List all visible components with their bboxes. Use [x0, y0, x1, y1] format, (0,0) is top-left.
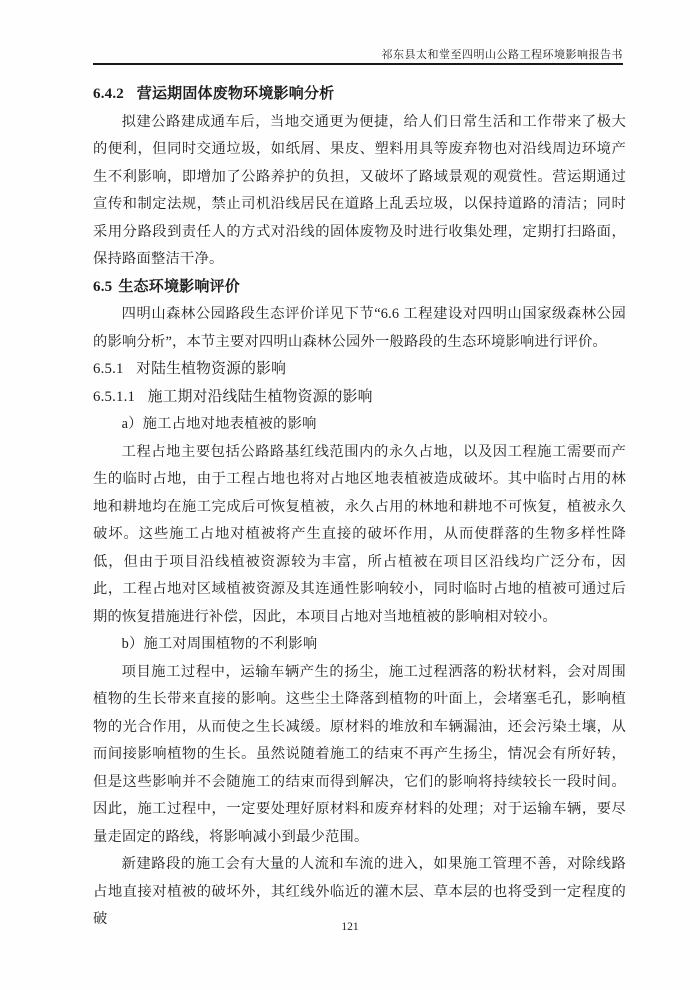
heading-6-5 — [93, 274, 626, 302]
heading-6-4-2-number: 6.4.2 — [93, 86, 124, 102]
page-content — [93, 81, 626, 934]
heading-6-5-title: 生态环境影响评价 — [118, 278, 240, 295]
page-number: 121 — [341, 921, 359, 933]
heading-6-5-1-title: 对陆生植物资源的影响 — [136, 361, 287, 377]
heading-6-5-number: 6.5 — [93, 278, 113, 295]
item-a-label: a）施工占地对地表植被的影响 — [121, 416, 317, 432]
paragraph-item-a: 工程占地主要包括公路路基红线范围内的永久占地，以及因工程施工需要而产生的临时占地，由于工程占地也将对占地区地表植被造成破坏。其中临时占用的林地和耕地均在施工完成后可恢复植被，永久占用的林地和耕地不可恢复，植被永久破坏。这些施工占地对植被将产生直接的破坏作用，从而使群落的生物多样性降低，但由于项目沿线植被资源较为丰富，所占植被在项目区沿线均广泛分布，因此，工程占地对区域植被资源及其连通性影响较小，同时临时占地的植被可通过后期的恢复措施进行补偿，因此，本项目占地对当地植被的影响相对较小。 — [93, 443, 626, 625]
paragraph-item-b-2: 新建路段的施工会有大量的人流和车流的进入，如果施工管理不善，对除线路占地直接对植被的破坏外，其红线外临近的灌木层、草本层的也将受到一定程度的破 — [93, 856, 626, 927]
heading-6-5-1-1-number: 6.5.1.1 — [93, 388, 136, 405]
heading-6-4-2 — [93, 81, 626, 109]
header-rule — [93, 63, 623, 65]
heading-6-5-1-number: 6.5.1 — [93, 361, 124, 377]
heading-6-4-2-title: 营运期固体废物环境影响分析 — [136, 86, 335, 102]
paragraph-ecology-intro: 四明山森林公园路段生态评价详见下节“6.6 工程建设对四明山国家级森林公园的影响分析”，本节主要对四明山森林公园外一般路段的生态环境影响进行评价。 — [93, 306, 626, 350]
heading-6-5-1-1 — [93, 384, 626, 412]
paragraph-item-b-1: 项目施工过程中，运输车辆产生的扬尘，施工过程洒落的粉状材料，会对周围植物的生长带来直接的影响。这些尘土降落到植物的叶面上，会堵塞毛孔，影响植物的光合作用，从而使之生长减缓。原材料的堆放和车辆漏油，还会污染土壤，从而间接影响植物的生长。虽然说随着施工的结束不再产生扬尘，情况会有所好转，但是这些影响并不会随施工的结束而得到解决，它们的影响将持续较长一段时间。因此，施工过程中，一定要处理好原材料和废弃材料的处理；对于运输车辆，要尽量走固定的路线，将影响减小到最少范围。 — [93, 663, 626, 845]
item-b-label: b）施工对周围植物的不利影响 — [121, 636, 318, 652]
paragraph-solid-waste: 拟建公路建成通车后，当地交通更为便捷，给人们日常生活和工作带来了极大的便利，但同时交通垃圾，如纸屑、果皮、塑料用具等废弃物也对沿线周边环境产生不利影响，即增加了公路养护的负担，又破坏了路域景观的观赏性。营运期通过宣传和制定法规，禁止司机沿线居民在道路上乱丢垃圾，以保持道路的清洁；同时采用分路段到责任人的方式对沿线的固体废物及时进行收集处理，定期打扫路面，保持路面整洁干净。 — [93, 113, 626, 267]
running-header: 祁东县太和堂至四明山公路工程环境影响报告书 — [381, 49, 623, 61]
heading-6-5-1 — [93, 356, 626, 384]
heading-6-5-1-1-title: 施工期对沿线陆生植物资源的影响 — [147, 388, 373, 405]
